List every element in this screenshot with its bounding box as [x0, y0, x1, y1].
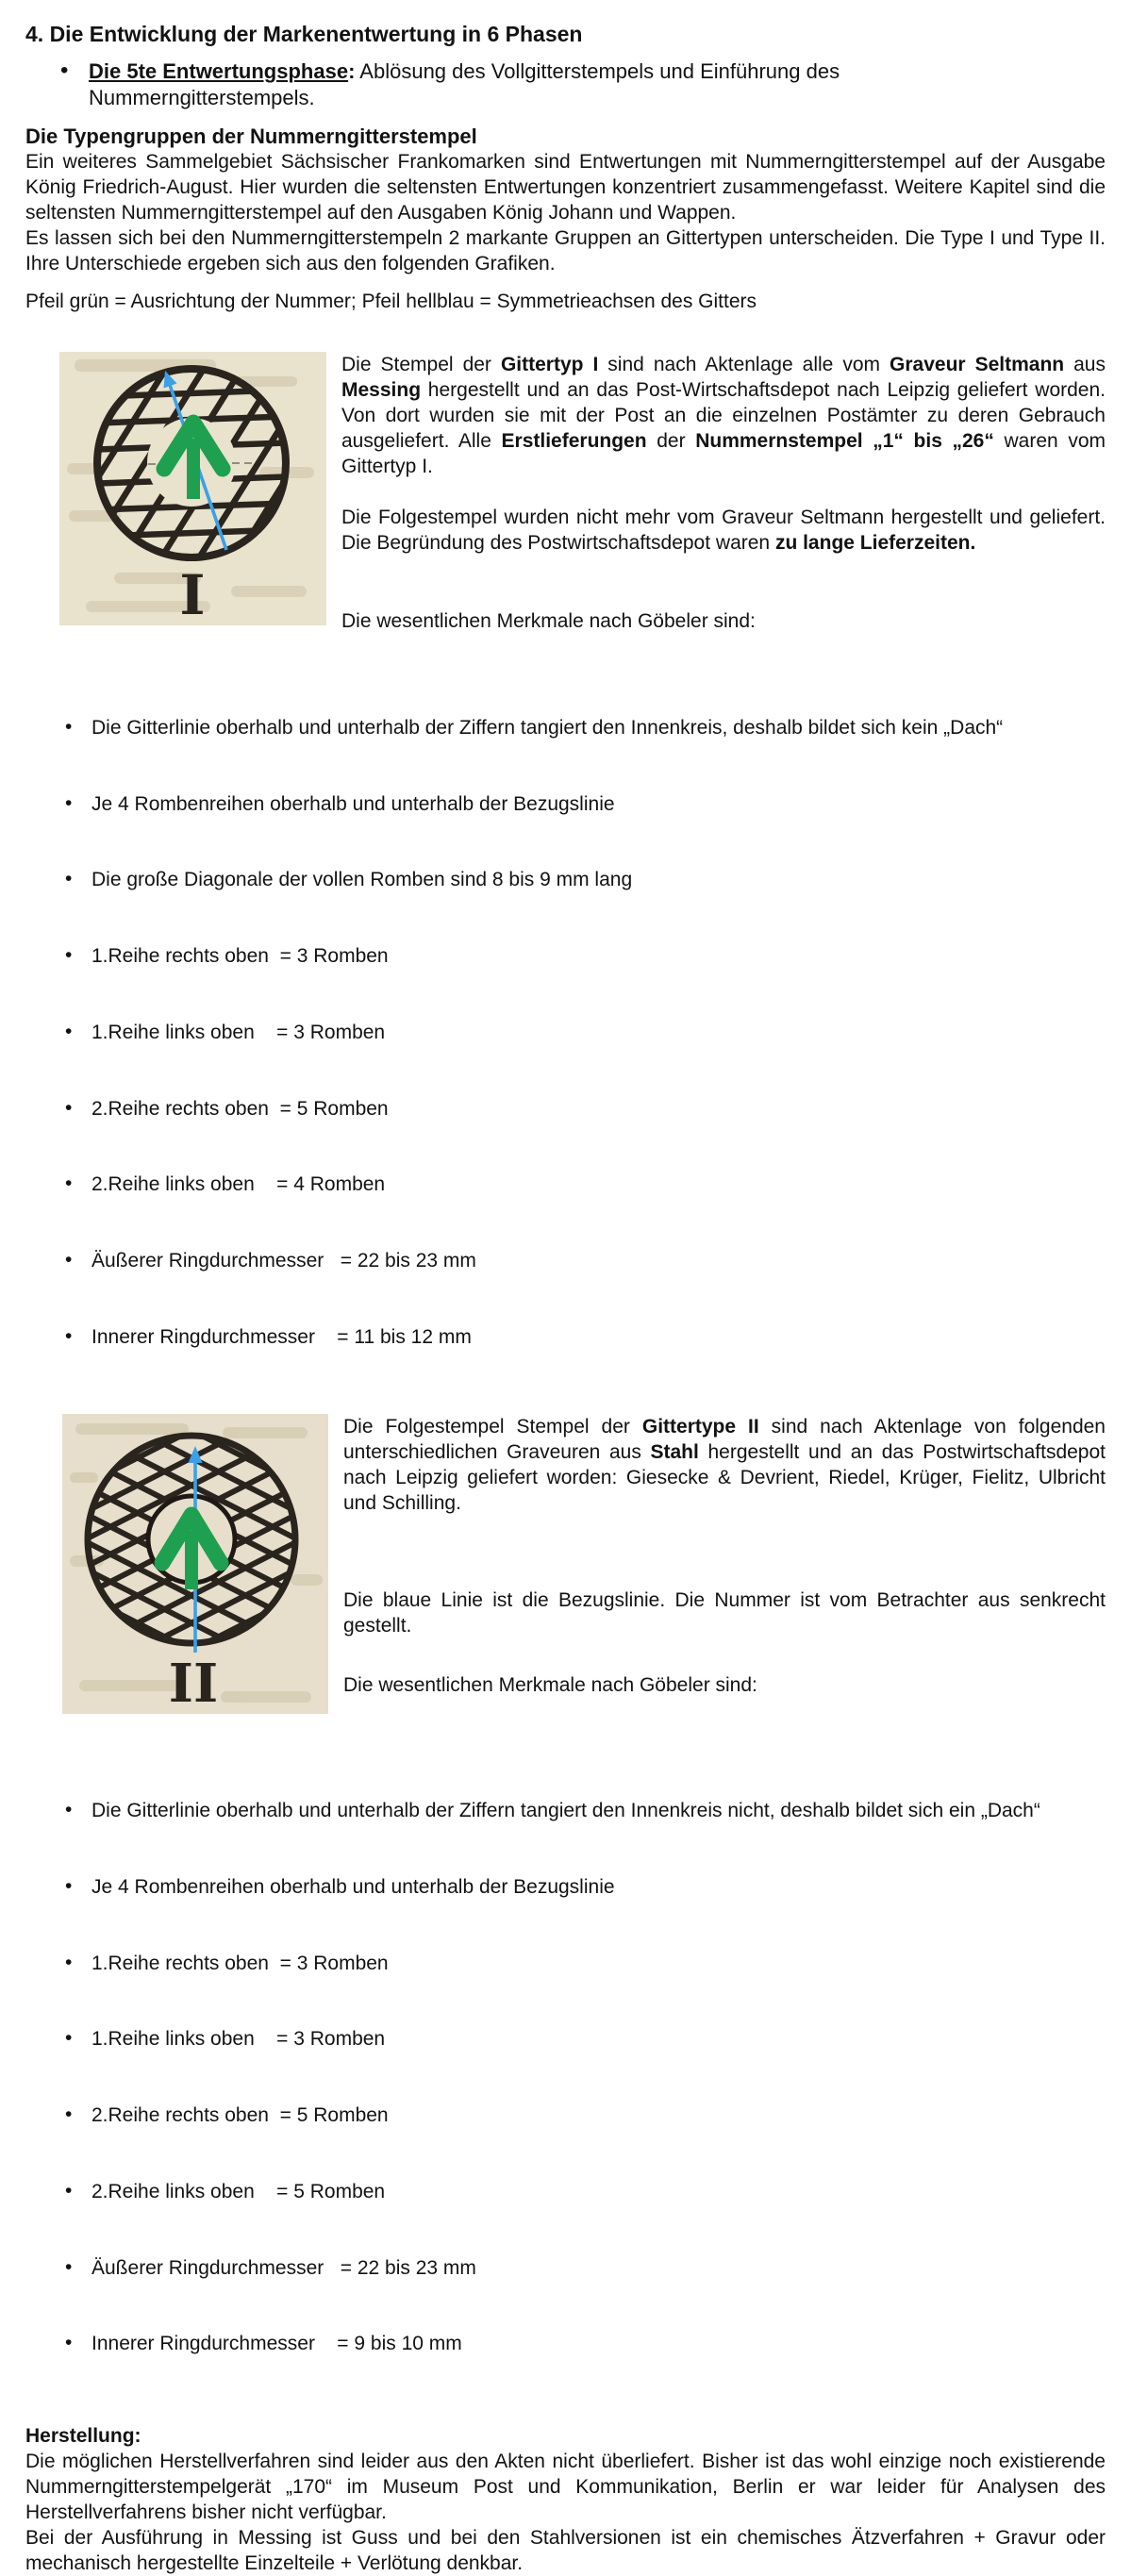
type1-numeral-label: I — [179, 563, 206, 625]
text-segment: Die Stempel der — [341, 354, 501, 375]
text-segment: hergestellt und an das Postwirtschaftsdepot nach Leipzig geliefert worden: Giesecke & Devrient, Riedel, Krüger, Fielitz, Ulbricht und Schilling. — [343, 1441, 1106, 1515]
text-segment: sind nach Aktenlage von folgenden unterschiedlichen Graveuren aus — [343, 1416, 1106, 1464]
stamp-grid-type1-illustration — [59, 352, 326, 625]
list-item: • Die Gitterlinie oberhalb und unterhalb der Ziffern tangiert den Innenkreis, deshalb bildet sich kein „Dach“ — [91, 716, 1106, 741]
type2-numeral-label: II — [168, 1653, 219, 1715]
list-item: • 2.Reihe rechts oben = 5 Romben — [91, 2103, 1106, 2129]
list-item: • Äußerer Ringdurchmesser = 22 bis 23 mm — [91, 2256, 1106, 2282]
stamp-grid-type2-illustration — [62, 1414, 328, 1714]
type2-description — [343, 1414, 1106, 1516]
text-segment: Stahl — [650, 1441, 699, 1464]
text-segment: aus — [1064, 354, 1106, 375]
text-segment: Ablösung des Vollgitterstempels und Einführung des Nummerngitterstempels. — [89, 59, 840, 109]
page-title: 4. Die Entwicklung der Markenentwertung in 6 Phasen — [25, 22, 583, 46]
list-item: • 1.Reihe links oben = 3 Romben — [91, 1021, 1106, 1046]
list-item: • Die große Diagonale der vollen Romben sind 8 bis 9 mm lang — [91, 868, 1106, 893]
typengruppen-paragraph-1: Ein weiteres Sammelgebiet Sächsischer Frankomarken sind Entwertungen mit Nummerngitterstempel auf der Ausgabe König Friedrich-August. Hier wurden die seltensten Entwertungen konzentriert zusammengefasst. Weitere Kapitel sind die seltensten Nummerngitterstempel auf den Ausgaben König Johann und Wappen. — [25, 151, 1106, 224]
herstellung-heading: Herstellung: — [25, 2424, 141, 2447]
type1-merkmale-intro: Die wesentlichen Merkmale nach Göbeler sind: — [341, 610, 756, 632]
text-segment: hergestellt und an das Post-Wirtschaftsdepot nach Leipzig geliefert worden. Von dort wurden sie mit der Post an die einzelnen Postämter zu deren Gebrauch ausgeliefert. Alle — [341, 379, 1106, 452]
list-item: • Die Gitterlinie oberhalb und unterhalb der Ziffern tangiert den Innenkreis nicht, deshalb bildet sich ein „Dach“ — [91, 1799, 1106, 1824]
type1-merkmale-list — [25, 665, 1106, 1401]
type1-description — [341, 352, 1106, 479]
text-segment: Graveur Seltmann — [890, 354, 1065, 375]
type1-text-column — [341, 352, 1106, 634]
list-item: • 1.Reihe rechts oben = 3 Romben — [91, 1952, 1106, 1977]
list-item: • Äußerer Ringdurchmesser = 22 bis 23 mm — [91, 1249, 1106, 1274]
text-segment: der — [646, 430, 696, 452]
text-segment: waren vom Gittertyp I. — [341, 430, 1106, 477]
type2-text-column — [343, 1414, 1106, 1698]
list-item: • 1.Reihe rechts oben = 3 Romben — [91, 944, 1106, 970]
typengruppen-paragraph-2: Es lassen sich bei den Nummerngitterstempeln 2 markante Gruppen an Gittertypen unterscheiden. Die Type I und Type II. Ihre Unterschiede ergeben sich aus den folgenden Grafiken. — [25, 227, 1106, 274]
list-item: • Innerer Ringdurchmesser = 11 bis 12 mm — [91, 1325, 1106, 1351]
type2-bezugslinie-note: Die blaue Linie ist die Bezugslinie. Die Nummer ist vom Betrachter aus senkrecht gestellt. — [343, 1589, 1106, 1637]
text-segment: sind nach Aktenlage alle vom — [598, 354, 890, 375]
arrow-color-legend: Pfeil grün = Ausrichtung der Nummer; Pfeil hellblau = Symmetrieachsen des Gitters — [25, 291, 757, 312]
list-item: • Je 4 Rombenreihen oberhalb und unterhalb der Bezugslinie — [91, 792, 1106, 818]
list-item: • Innerer Ringdurchmesser = 9 bis 10 mm — [91, 2332, 1106, 2357]
text-segment: Die 5te Entwertungsphase — [89, 59, 349, 83]
text-segment: Gittertyp I — [500, 354, 599, 375]
list-item: • 2.Reihe links oben = 5 Romben — [91, 2180, 1106, 2205]
phase5-bullet-item — [89, 58, 872, 111]
section-heading-typengruppen: Die Typengruppen der Nummerngitterstempel — [25, 125, 477, 148]
text-segment: Die Folgestempel wurden nicht mehr vom Graveur Seltmann hergestellt und geliefert. Die Begründung des Postwirtschaftsdepot waren — [341, 507, 1106, 554]
text-segment: Gittertype II — [641, 1416, 759, 1438]
list-item: • 1.Reihe links oben = 3 Romben — [91, 2027, 1106, 2052]
text-segment: Messing — [341, 379, 422, 401]
figure-gittertyp-1 — [25, 352, 1106, 634]
herstellung-paragraph-1: Die möglichen Herstellverfahren sind leider aus den Akten nicht überliefert. Bisher ist das wohl einzige noch existierende Nummerngitterstempelgerät „170“ im Museum Post und Kommunikation, Berlin er war leider für Analysen des Herstellverfahrens bisher nicht verfügbar. — [25, 2450, 1106, 2523]
type1-folgestempel-note — [341, 505, 1106, 556]
list-item: • 2.Reihe links oben = 4 Romben — [91, 1172, 1106, 1198]
text-segment: Erstlieferungen — [501, 430, 647, 452]
text-segment: Nummernstempel „1“ bis „26“ — [695, 430, 994, 452]
text-segment: zu lange Lieferzeiten. — [774, 532, 976, 554]
text-segment: Die Folgestempel Stempel der — [343, 1416, 642, 1438]
herstellung-paragraph-2: Bei der Ausführung in Messing ist Guss und bei den Stahlversionen ist ein chemisches Ätzverfahren + Gravur oder mechanisch hergestellte Einzelteile + Verlötung denkbar. — [25, 2526, 1106, 2574]
list-item: • Je 4 Rombenreihen oberhalb und unterhalb der Bezugslinie — [91, 1875, 1106, 1901]
list-item: • 2.Reihe rechts oben = 5 Romben — [91, 1097, 1106, 1122]
intro-bullet-list — [25, 58, 1106, 111]
type2-merkmale-intro: Die wesentlichen Merkmale nach Göbeler sind: — [343, 1674, 757, 1697]
figure-gittertype-2 — [25, 1414, 1106, 1714]
text-segment: : — [348, 59, 356, 83]
type2-merkmale-list — [25, 1748, 1106, 2408]
